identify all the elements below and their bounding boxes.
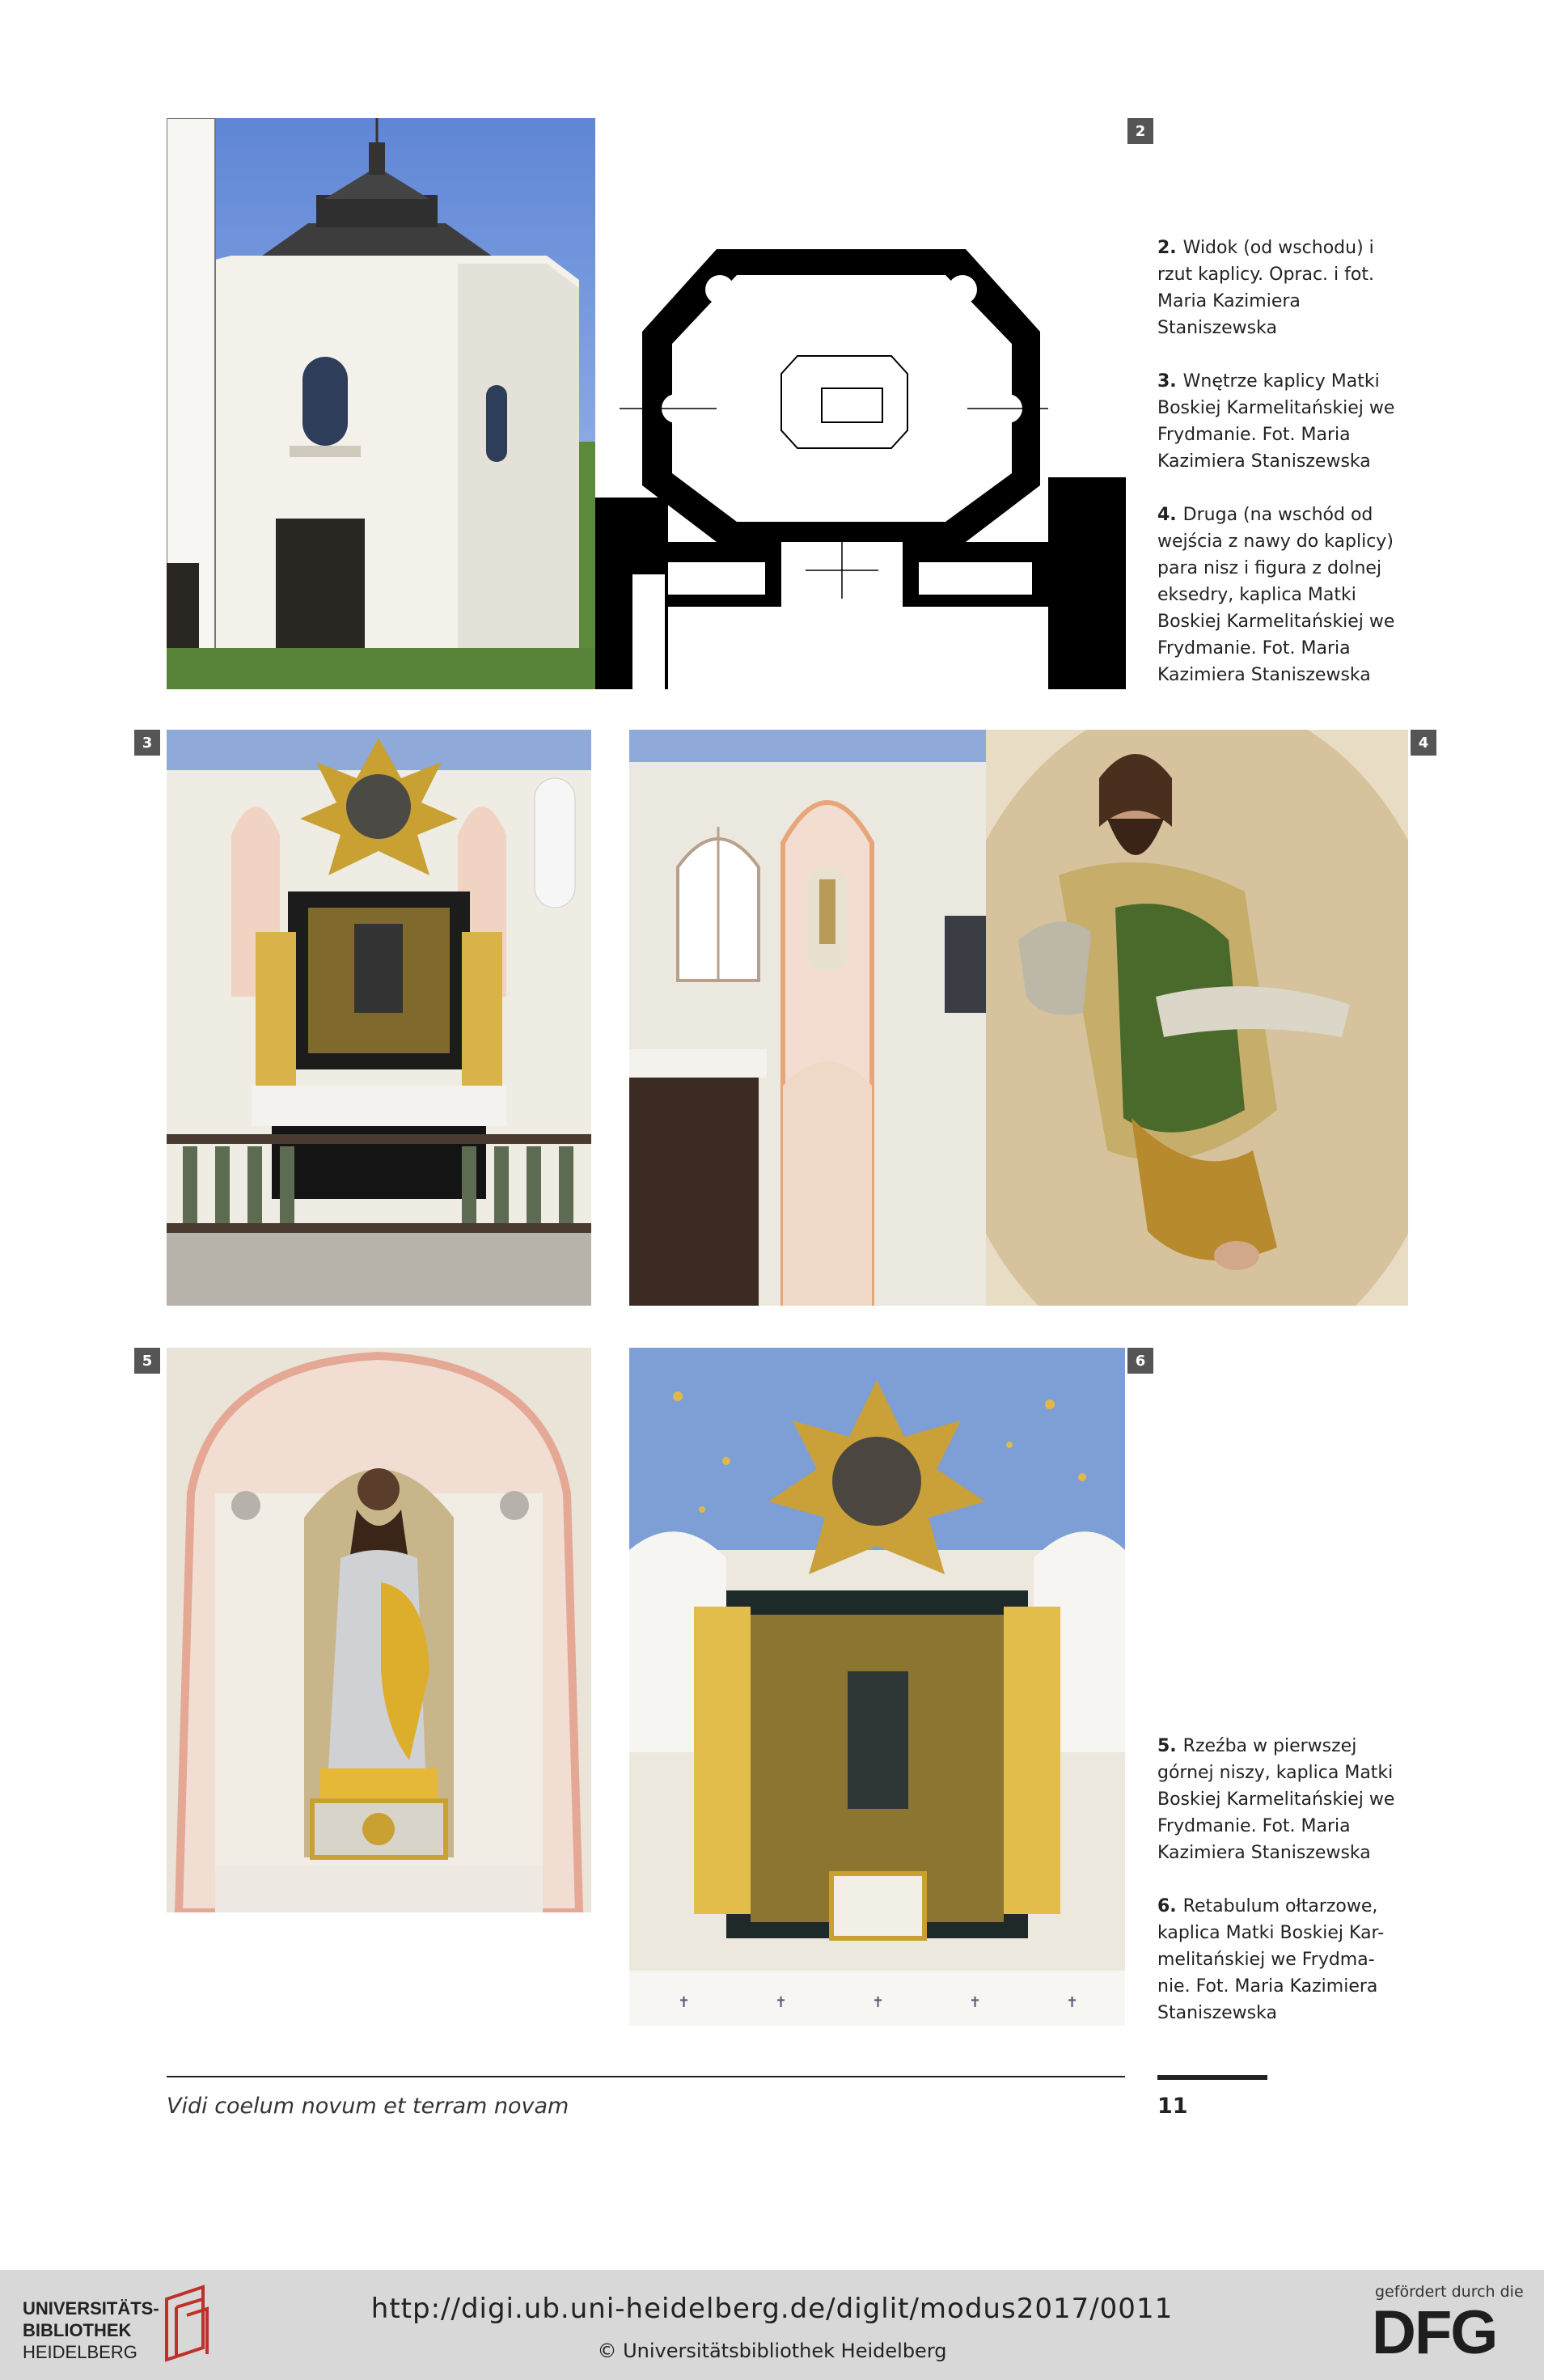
footer-rule (167, 2076, 1125, 2077)
caption-3: 3. Wnętrze kaplicy Matki Boskiej Karmelitańskiej we Frydmanie. Fot. Maria Kazimiera Staniszewska (1157, 371, 1395, 472)
svg-text:✝: ✝ (1066, 1994, 1079, 2011)
copyright-notice: © Universitätsbibliothek Heidelberg (597, 2340, 947, 2362)
caption-block-top (1157, 235, 1400, 715)
dfg-logo: DFG (1372, 2298, 1497, 2367)
svg-text:✝: ✝ (872, 1994, 885, 2011)
svg-text:✝: ✝ (678, 1994, 691, 2011)
altarpiece-photo (629, 1348, 1125, 2026)
page-number: 11 (1157, 2094, 1188, 2119)
figure-5-badge: 5 (134, 1348, 160, 1374)
caption-6: 6. Retabulum ołtarzowe, kaplica Matki Boskiej Kar- melitańskiej we Frydma- nie. Fot. Maria Kazimiera Staniszewska (1157, 1896, 1385, 2023)
chapel-exterior-photo (167, 118, 595, 689)
library-logo-text: UNIVERSITÄTS- BIBLIOTHEK HEIDELBERG (23, 2298, 159, 2362)
document-url-link[interactable]: http://digi.ub.uni-heidelberg.de/diglit/modus2017/0011 (370, 2293, 1174, 2325)
caption-block-bottom (1157, 1733, 1400, 2053)
page-number-rule (1157, 2075, 1267, 2080)
caption-4: 4. Druga (na wschód od wejścia z nawy do kaplicy) para nisz i figura z dolnej eksedry, kaplica Matki Boskiej Karmelitańskiej we Frydmanie. Fot. Maria Kazimiera Staniszewska (1157, 505, 1395, 685)
funder-label: gefördert durch die (1375, 2283, 1524, 2301)
caption-2: 2. Widok (od wschodu) i rzut kaplicy. Oprac. i fot. Maria Kazimiera Staniszewska (1157, 238, 1374, 338)
chapel-interior-photo (167, 730, 591, 1306)
figure-3-badge: 3 (134, 730, 160, 756)
caption-5: 5. Rzeźba w pierwszej górnej niszy, kaplica Matki Boskiej Karmelitańskiej we Frydmanie. Fot. Maria Kazimiera Staniszewska (1157, 1736, 1395, 1863)
figure-6-badge: 6 (1127, 1348, 1153, 1374)
chapel-floor-plan (595, 243, 1126, 689)
running-title: Vidi coelum novum et terram novam (167, 2094, 569, 2119)
svg-text:✝: ✝ (775, 1994, 788, 2011)
svg-text:✝: ✝ (969, 1994, 982, 2011)
figure-4-badge: 4 (1411, 730, 1436, 756)
niche-statue-photo (167, 1348, 591, 1912)
niche-wall-photo (629, 730, 986, 1306)
figure-2-badge: 2 (1127, 118, 1153, 144)
library-footer-bar (0, 2270, 1544, 2380)
saint-sculpture-closeup (986, 730, 1408, 1306)
